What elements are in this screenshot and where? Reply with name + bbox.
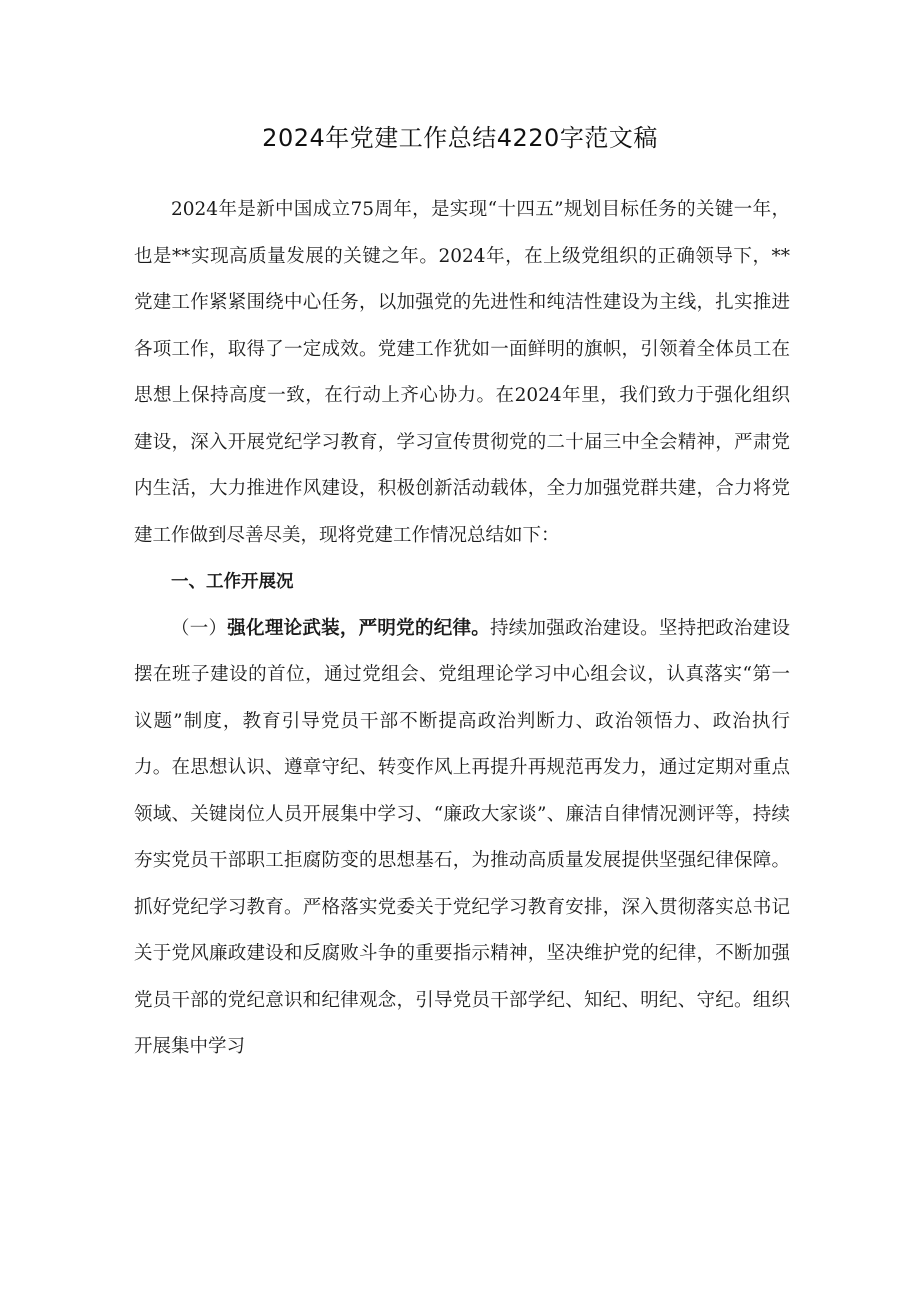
subsection-number: （一） xyxy=(171,617,228,639)
section-heading xyxy=(134,559,790,606)
subsection-title: 强化理论武装，严明党的纪律。 xyxy=(227,617,490,639)
subsection-paragraph xyxy=(134,606,790,1071)
intro-paragraph: 2024年是新中国成立75周年，是实现“十四五”规划目标任务的关键一年，也是**实现高质量发展的关键之年。2024年，在上级党组织的正确领导下，**党建工作紧紧围绕中心任务，以加强党的先进性和纯洁性建设为主线，扎实推进各项工作，取得了一定成效。党建工作犹如一面鲜明的旗帜，引领着全体员工在思想上保持高度一致，在行动上齐心协力。在2024年里，我们致力于强化组织建设，深入开展党纪学习教育，学习宣传贯彻党的二十届三中全会精神，严肃党内生活，大力推进作风建设，积极创新活动载体，全力加强党群共建，合力将党建工作做到尽善尽美，现将党建工作情况总结如下： xyxy=(134,199,790,546)
section-heading-text: 一、工作开展况 xyxy=(171,572,294,592)
subsection-body: 持续加强政治建设。坚持把政治建设摆在班子建设的首位，通过党组会、党组理论学习中心组会议，认真落实“第一议题”制度，教育引导党员干部不断提高政治判断力、政治领悟力、政治执行力。在思想认识、遵章守纪、转变作风上再提升再规范再发力，通过定期对重点领域、关键岗位人员开展集中学习、“廉政大家谈”、廉洁自律情况测评等，持续夯实党员干部职工拒腐防变的思想基石，为推动高质量发展提供坚强纪律保障。抓好党纪学习教育。严格落实党委关于党纪学习教育安排，深入贯彻落实总书记关于党风廉政建设和反腐败斗争的重要指示精神，坚决维护党的纪律，不断加强党员干部的党纪意识和纪律观念，引导党员干部学纪、知纪、明纪、守纪。组织开展集中学习 xyxy=(134,617,790,1057)
document-title: 2024年党建工作总结4220字范文稿 xyxy=(262,124,658,152)
document-body xyxy=(134,187,790,1071)
